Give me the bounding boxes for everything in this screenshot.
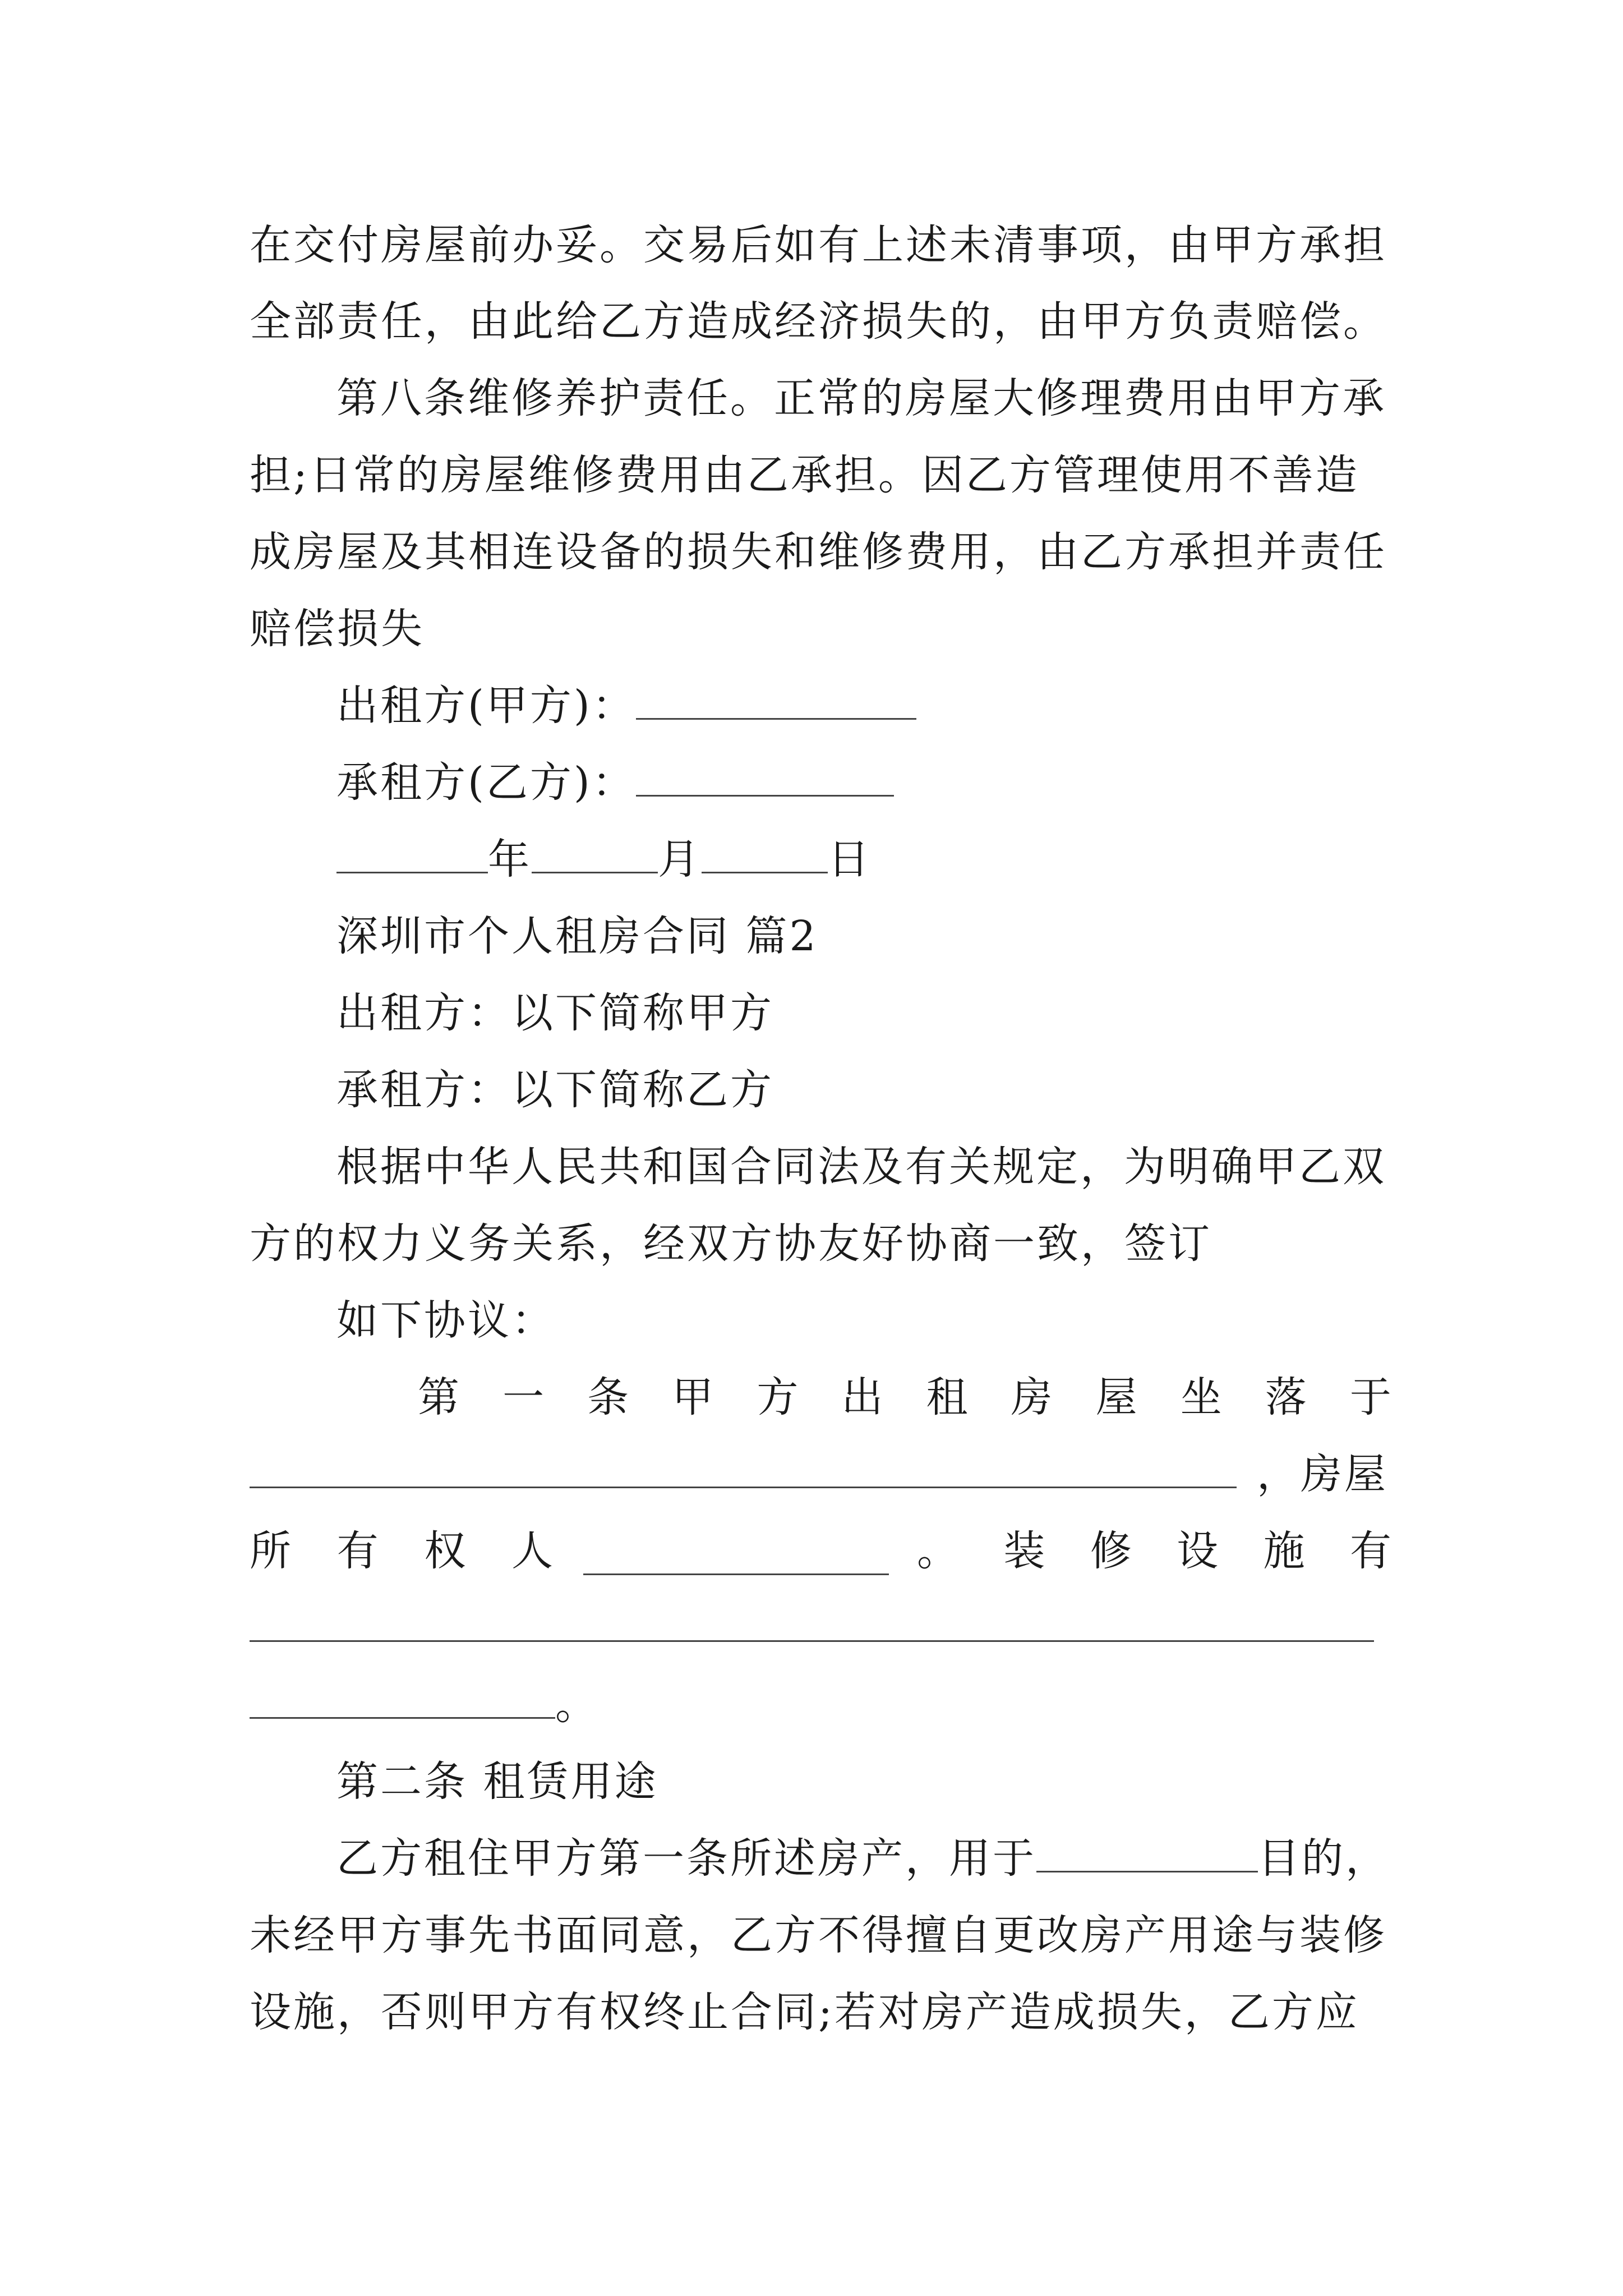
lessor-signature-line [336, 678, 1481, 734]
char: 条 [587, 1373, 631, 1421]
char: 房 [1011, 1373, 1055, 1421]
paragraph-line: 方的权力义务关系，经双方协友好协商一致，签订 [250, 1220, 1212, 1268]
paragraph-line: 赔偿损失 [250, 605, 425, 653]
lessor-party: 出租方：以下简称甲方 [336, 989, 774, 1037]
lessee-signature-line [336, 754, 1481, 811]
char: 租 [926, 1373, 970, 1421]
paragraph-line: 未经甲方事先书面同意，乙方不得擅自更改房产用途与装修 [250, 1911, 1387, 1959]
paragraph-line: 全部责任，由此给乙方造成经济损失的，由甲方负责赔偿。 [250, 297, 1387, 346]
month-label: 月 [658, 835, 702, 884]
contract-title: 深圳市个人租房合同 篇2 [336, 912, 818, 960]
location-blank [250, 1452, 1237, 1488]
intro-line: 根据中华人民共和国合同法及有关规定，为明确甲乙双 [336, 1143, 1386, 1191]
decoration-blank-end [250, 1682, 555, 1719]
paragraph-line: 担;日常的房屋维修费用由乙承担。因乙方管理使用不善造 [250, 451, 1359, 499]
owner-label-group [250, 1523, 555, 1579]
char: 修 [1090, 1527, 1134, 1575]
char: 第 [418, 1373, 462, 1421]
char: 装 [1003, 1527, 1048, 1575]
usage-text: 乙方租住甲方第一条所述房产，用于 [336, 1834, 1036, 1883]
paragraph-line: 设施，否则甲方有权终止合同;若对房产造成损失，乙方应 [250, 1988, 1359, 2036]
month-blank [532, 837, 658, 873]
char: 方 [757, 1373, 801, 1421]
lessor-label: 出租方(甲方)： [336, 682, 636, 730]
year-blank [336, 837, 488, 873]
char: 甲 [672, 1373, 716, 1421]
char: 出 [841, 1373, 886, 1421]
article-1-line-4 [250, 1600, 1394, 1656]
article-1-line-1 [418, 1369, 1394, 1425]
char: 施 [1263, 1527, 1307, 1575]
char: 设 [1177, 1527, 1221, 1575]
usage-blank [1036, 1836, 1258, 1872]
purpose-text: 目的， [1258, 1834, 1389, 1883]
char: 坐 [1180, 1373, 1224, 1421]
char: 于 [1349, 1373, 1394, 1421]
article-1-line-5 [250, 1677, 1394, 1733]
article-2-heading: 第二条 租赁用途 [336, 1757, 658, 1806]
lessee-label: 承租方(乙方)： [336, 758, 636, 807]
char: 人 [511, 1527, 555, 1575]
article-1-line-2 [250, 1446, 1394, 1502]
paragraph-line: 成房屋及其相连设备的损失和维修费用，由乙方承担并责任 [250, 528, 1387, 576]
decoration-blank [250, 1605, 1374, 1642]
char: 所 [250, 1527, 293, 1575]
date-line [336, 831, 1481, 887]
period: 。 [555, 1681, 599, 1729]
char: 落 [1265, 1373, 1309, 1421]
article-2-line-1 [336, 1830, 1481, 1887]
year-label: 年 [488, 835, 532, 884]
char: 一 [502, 1373, 547, 1421]
agreement-line: 如下协议： [336, 1296, 555, 1345]
paragraph-line: 在交付房屋前办妥。交易后如有上述未清事项，由甲方承担 [250, 221, 1387, 269]
lessee-party: 承租方：以下简称乙方 [336, 1066, 774, 1114]
day-blank [702, 837, 828, 873]
char: 有 [336, 1527, 381, 1575]
char: 。 [917, 1527, 961, 1575]
day-label: 日 [828, 835, 872, 884]
char: 有 [1349, 1527, 1394, 1575]
lessee-blank [636, 760, 894, 797]
char: 权 [424, 1527, 468, 1575]
article-8-line: 第八条维修养护责任。正常的房屋大修理费用由甲方承 [336, 374, 1386, 422]
decoration-label-group [917, 1523, 1394, 1579]
lessor-blank [636, 683, 916, 720]
char: 屋 [1095, 1373, 1140, 1421]
house-text: ，房屋 [1257, 1450, 1388, 1498]
owner-blank [583, 1539, 889, 1575]
